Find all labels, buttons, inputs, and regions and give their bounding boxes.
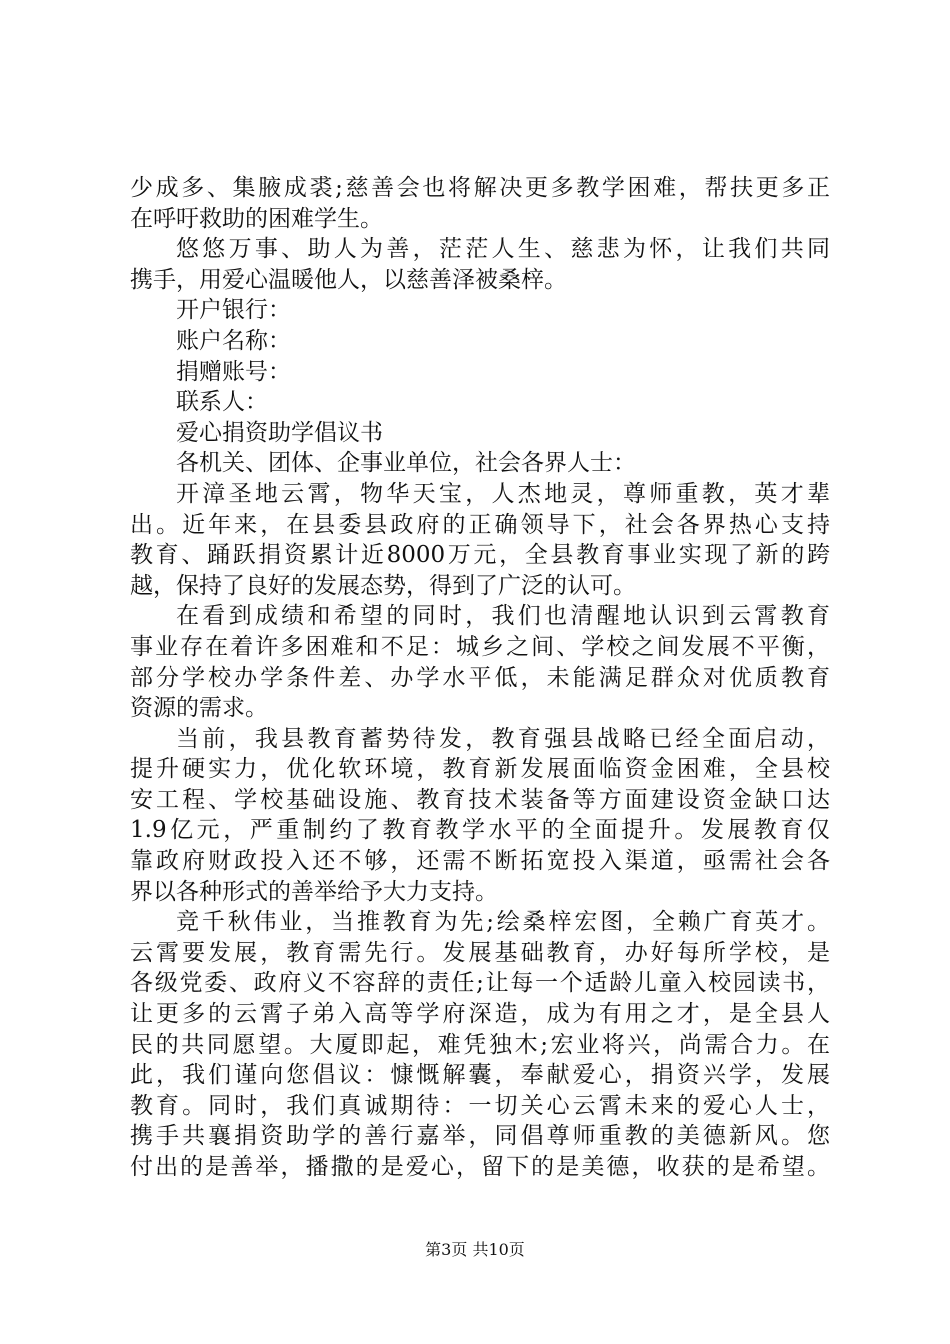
text-line: 部分学校办学条件差、办学水平低，未能满足群众对优质教育	[130, 664, 830, 691]
text-line: 携手，用爱心温暖他人，以慈善泽被桑梓。	[130, 266, 567, 293]
text-line: 各级党委、政府义不容辞的责任;让每一个适龄儿童入校园读书，	[130, 970, 830, 997]
text-line: 竞千秋伟业，当推教育为先;绘桑梓宏图，全赖广育英才。	[176, 909, 830, 936]
text-line: 教育、踊跃捐资累计近8000万元，全县教育事业实现了新的跨	[130, 542, 830, 569]
text-line: 开户银行：	[176, 297, 291, 324]
text-line: 让更多的云霄子弟入高等学府深造，成为有用之才，是全县人	[130, 1001, 830, 1028]
text-line: 付出的是善举，播撒的是爱心，留下的是美德，收获的是希望。	[130, 1154, 830, 1180]
text-line: 账户名称：	[176, 327, 291, 354]
text-line: 捐赠账号：	[176, 358, 291, 385]
text-line: 少成多、集腋成裘;慈善会也将解决更多教学困难，帮扶更多正	[130, 175, 830, 201]
text-line: 提升硬实力，优化软环境，教育新发展面临资金困难，全县校	[130, 756, 830, 783]
text-line: 爱心捐资助学倡议书	[176, 419, 383, 446]
text-line: 各机关、团体、企事业单位，社会各界人士：	[176, 450, 636, 477]
text-line: 开漳圣地云霄，物华天宝，人杰地灵，尊师重教，英才辈	[176, 480, 830, 507]
text-line: 在呼吁救助的困难学生。	[130, 205, 383, 232]
document-body	[130, 173, 830, 1183]
text-line: 1.9亿元，严重制约了教育教学水平的全面提升。发展教育仅	[130, 817, 830, 844]
text-line: 越，保持了良好的发展态势，得到了广泛的认可。	[130, 572, 636, 599]
text-line: 在看到成绩和希望的同时，我们也清醒地认识到云霄教育	[176, 603, 830, 630]
text-line: 事业存在着许多困难和不足：城乡之间、学校之间发展不平衡，	[130, 633, 830, 660]
text-line: 教育。同时，我们真诚期待：一切关心云霄未来的爱心人士，	[130, 1092, 830, 1119]
text-line: 当前，我县教育蓄势待发，教育强县战略已经全面启动，	[176, 725, 830, 752]
text-line: 界以各种形式的善举给予大力支持。	[130, 878, 498, 905]
text-line: 云霄要发展，教育需先行。发展基础教育，办好每所学校，是	[130, 939, 830, 966]
text-line: 携手共襄捐资助学的善行嘉举，同倡尊师重教的美德新风。您	[130, 1123, 830, 1150]
text-line: 此，我们谨向您倡议：慷慨解囊，奉献爱心，捐资兴学，发展	[130, 1062, 830, 1089]
text-line: 联系人：	[176, 389, 268, 416]
text-line: 出。近年来，在县委县政府的正确领导下，社会各界热心支持	[130, 511, 830, 538]
text-line: 资源的需求。	[130, 695, 268, 722]
text-line: 悠悠万事、助人为善，茫茫人生、慈悲为怀，让我们共同	[176, 236, 830, 263]
text-line: 民的共同愿望。大厦即起，难凭独木;宏业将兴，尚需合力。在	[130, 1031, 830, 1058]
text-line: 安工程、学校基础设施、教育技术装备等方面建设资金缺口达	[130, 786, 830, 813]
page-footer: 第3页 共10页	[425, 1240, 525, 1259]
text-line: 靠政府财政投入还不够，还需不断拓宽投入渠道，亟需社会各	[130, 848, 830, 875]
